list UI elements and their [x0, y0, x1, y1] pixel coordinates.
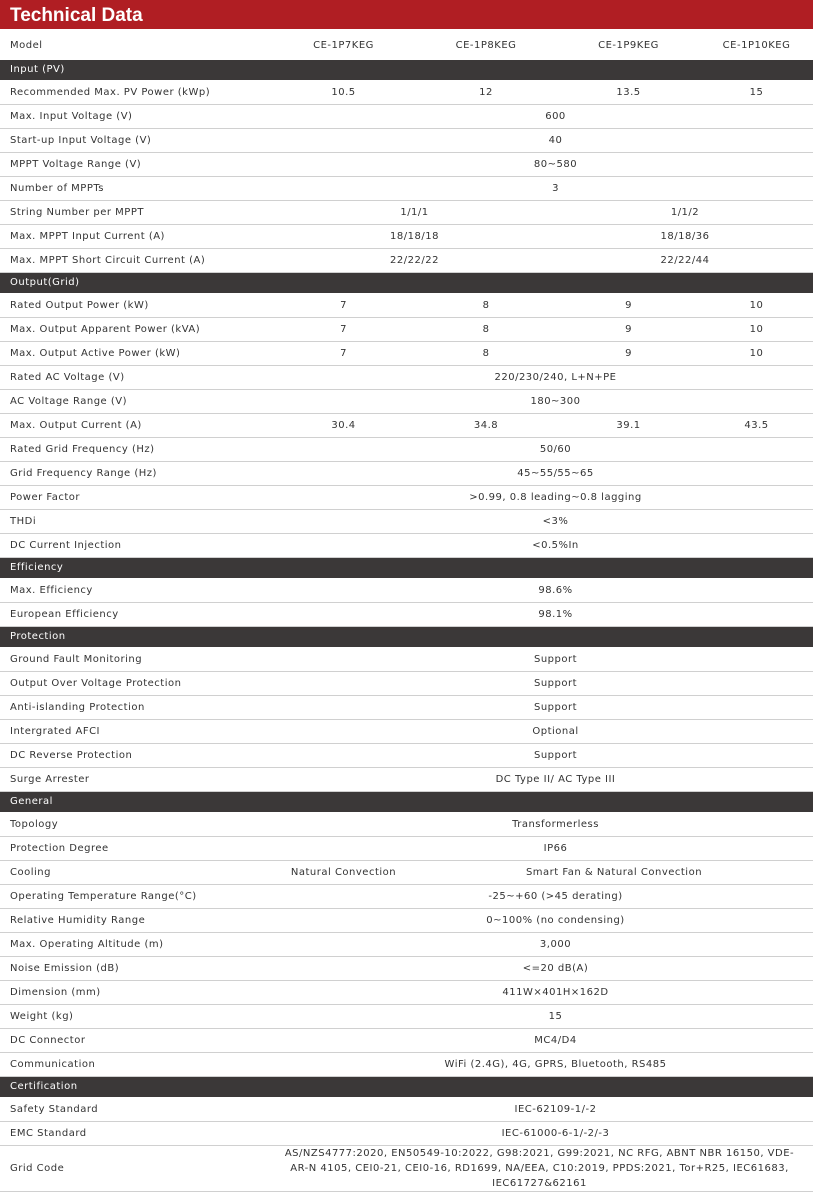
section-header: Protection	[0, 627, 813, 648]
row-value: Support	[533, 654, 578, 665]
row-value: 45~55/55~65	[517, 468, 594, 479]
section-header: General	[0, 792, 813, 813]
row-value: WiFi (2.4G), 4G, GPRS, Bluetooth, RS485	[444, 1059, 667, 1070]
row-value: 80~580	[533, 159, 578, 170]
model-name: CE-1P8KEG	[455, 39, 517, 51]
row-label: Max. Operating Altitude (m)	[10, 939, 164, 950]
row-value: 8	[482, 348, 490, 359]
row-label: DC Reverse Protection	[10, 750, 133, 761]
table-row	[0, 933, 813, 957]
row-value: 12	[479, 87, 493, 98]
row-label: Output Over Voltage Protection	[10, 678, 182, 689]
row-label: Dimension (mm)	[10, 987, 101, 998]
row-label: MPPT Voltage Range (V)	[10, 159, 142, 170]
table-row	[0, 813, 813, 837]
row-value: 18/18/18	[390, 231, 439, 242]
row-value: 3	[552, 183, 559, 194]
row-value: 39.1	[616, 420, 641, 431]
row-value: 0~100% (no condensing)	[486, 915, 625, 926]
row-value: 10	[749, 324, 764, 335]
row-label: Rated Grid Frequency (Hz)	[10, 444, 155, 455]
row-value: 18/18/36	[660, 231, 710, 242]
table-row	[0, 579, 813, 603]
row-value: 600	[545, 111, 566, 122]
section-header: Input (PV)	[0, 60, 813, 81]
page-title: Technical Data	[0, 0, 813, 30]
table-row	[0, 129, 813, 153]
table-row	[0, 720, 813, 744]
row-label: Grid Code	[10, 1163, 65, 1174]
table-row	[0, 510, 813, 534]
row-value: 10.5	[331, 87, 356, 98]
table-row	[0, 81, 813, 105]
row-value: Optional	[532, 726, 579, 737]
row-label: Max. Output Current (A)	[10, 420, 142, 431]
row-value: Support	[533, 750, 578, 761]
table-row	[0, 438, 813, 462]
row-label: Communication	[10, 1059, 96, 1070]
row-label: Safety Standard	[10, 1104, 99, 1115]
row-value: 30.4	[331, 420, 356, 431]
row-value: IEC-61000-6-1/-2/-3	[501, 1128, 610, 1139]
table-row	[0, 318, 813, 342]
row-value: 98.1%	[538, 609, 573, 620]
table-row	[0, 957, 813, 981]
row-label: Intergrated AFCI	[10, 726, 101, 737]
row-value: 411W×401H×162D	[502, 987, 609, 998]
row-value: MC4/D4	[534, 1035, 577, 1046]
row-label: Power Factor	[10, 492, 81, 503]
row-value: <0.5%In	[532, 540, 579, 551]
row-label: Topology	[10, 819, 59, 830]
table-row	[0, 225, 813, 249]
row-label: DC Connector	[10, 1035, 86, 1046]
table-row	[0, 1122, 813, 1146]
table-row	[0, 201, 813, 225]
table-row	[0, 1029, 813, 1053]
table-row	[0, 768, 813, 792]
table-row	[0, 1146, 813, 1192]
row-label: Max. Output Active Power (kW)	[10, 348, 181, 359]
table-row	[0, 414, 813, 438]
table-row	[0, 648, 813, 672]
row-label: Max. MPPT Input Current (A)	[10, 231, 165, 242]
row-value: -25~+60 (>45 derating)	[488, 891, 623, 902]
table-row	[0, 486, 813, 510]
row-value: Support	[533, 678, 578, 689]
row-value: 8	[482, 300, 490, 311]
row-label: Max. Input Voltage (V)	[10, 111, 133, 122]
row-label: Noise Emission (dB)	[10, 963, 120, 974]
row-label: Max. Output Apparent Power (kVA)	[10, 324, 201, 335]
row-value: IEC-62109-1/-2	[514, 1104, 597, 1115]
row-label: Grid Frequency Range (Hz)	[10, 468, 157, 479]
row-label: Max. MPPT Short Circuit Current (A)	[10, 255, 206, 266]
row-value: 22/22/22	[390, 255, 439, 266]
row-value: Support	[533, 702, 578, 713]
row-value: 15	[548, 1011, 563, 1022]
row-label: Rated AC Voltage (V)	[10, 372, 125, 383]
row-value: 34.8	[473, 420, 499, 431]
row-value: Smart Fan & Natural Convection	[525, 867, 703, 878]
model-label: Model	[10, 39, 43, 51]
section-header: Efficiency	[0, 558, 813, 579]
table-row	[0, 294, 813, 318]
table-row	[0, 909, 813, 933]
row-value: 13.5	[616, 87, 641, 98]
row-label: Relative Humidity Range	[10, 915, 146, 926]
table-row	[0, 603, 813, 627]
row-label: Weight (kg)	[10, 1011, 74, 1022]
table-row	[0, 672, 813, 696]
row-label: Protection Degree	[10, 843, 109, 854]
row-value: 22/22/44	[660, 255, 710, 266]
table-row	[0, 1005, 813, 1029]
row-label: THDi	[10, 516, 37, 527]
row-label: Ground Fault Monitoring	[10, 654, 143, 665]
table-row	[0, 534, 813, 558]
table-row	[0, 885, 813, 909]
row-label: EMC Standard	[10, 1128, 87, 1139]
row-label: Operating Temperature Range(°C)	[10, 891, 197, 902]
row-value: 7	[340, 348, 347, 359]
row-label: Recommended Max. PV Power (kWp)	[10, 87, 211, 98]
row-label: Cooling	[10, 867, 51, 878]
row-value: 40	[548, 135, 563, 146]
table-row	[0, 153, 813, 177]
row-value: <3%	[542, 516, 569, 527]
row-value: 9	[625, 348, 632, 359]
row-value: 15	[749, 87, 764, 98]
row-value: AS/NZS4777:2020, EN50549-10:2022, G98:2021, G99:2021, NC RFG, ABNT NBR 16150, VDE-AR-N 4105, CEI0-21, CEI0-16, RD1699, NA/EEA, C10:2019, PPDS:2021, Tor+R25, IEC61683, IEC61727&62161	[284, 1148, 795, 1189]
row-label: Start-up Input Voltage (V)	[10, 135, 152, 146]
row-value: DC Type II/ AC Type III	[495, 774, 616, 785]
table-row	[0, 462, 813, 486]
row-value: 10	[749, 300, 764, 311]
row-value: 9	[625, 324, 632, 335]
row-value: 3,000	[539, 939, 572, 950]
row-label: Anti-islanding Protection	[10, 702, 145, 713]
table-row	[0, 1053, 813, 1077]
row-value: 180~300	[530, 396, 581, 407]
table-row	[0, 696, 813, 720]
table-row	[0, 177, 813, 201]
model-row	[0, 30, 813, 60]
row-value: Natural Convection	[290, 867, 397, 878]
row-value: 43.5	[744, 420, 769, 431]
row-value: 10	[749, 348, 764, 359]
row-value: 1/1/1	[400, 207, 429, 218]
table-row	[0, 390, 813, 414]
section-header: Output(Grid)	[0, 273, 813, 294]
row-label: DC Current Injection	[10, 540, 122, 551]
table-row	[0, 366, 813, 390]
table-row	[0, 1098, 813, 1122]
model-name: CE-1P10KEG	[722, 39, 791, 51]
row-value: 98.6%	[538, 585, 573, 596]
model-name: CE-1P7KEG	[313, 39, 374, 51]
spec-table	[0, 60, 813, 1192]
model-name: CE-1P9KEG	[598, 39, 659, 51]
row-value: 9	[625, 300, 632, 311]
row-label: Number of MPPTs	[10, 183, 105, 194]
row-value: 50/60	[539, 444, 572, 455]
row-value: >0.99, 0.8 leading~0.8 lagging	[469, 492, 642, 503]
row-value: 8	[482, 324, 490, 335]
row-value: <=20 dB(A)	[522, 963, 589, 974]
row-label: String Number per MPPT	[10, 207, 144, 218]
table-row	[0, 861, 813, 885]
row-label: Max. Efficiency	[10, 585, 93, 596]
section-header: Certification	[0, 1077, 813, 1098]
row-label: Rated Output Power (kW)	[10, 300, 149, 311]
row-value: 7	[340, 300, 347, 311]
table-row	[0, 837, 813, 861]
row-value: IP66	[543, 843, 568, 854]
row-value: 7	[340, 324, 347, 335]
row-label: Surge Arrester	[10, 774, 90, 785]
table-row	[0, 249, 813, 273]
table-row	[0, 342, 813, 366]
row-value: 220/230/240, L+N+PE	[494, 372, 617, 383]
row-value: Transformerless	[512, 819, 599, 830]
row-label: AC Voltage Range (V)	[10, 396, 128, 407]
table-row	[0, 105, 813, 129]
row-label: European Efficiency	[10, 609, 119, 620]
table-row	[0, 744, 813, 768]
row-value: 1/1/2	[670, 207, 700, 218]
table-row	[0, 981, 813, 1005]
